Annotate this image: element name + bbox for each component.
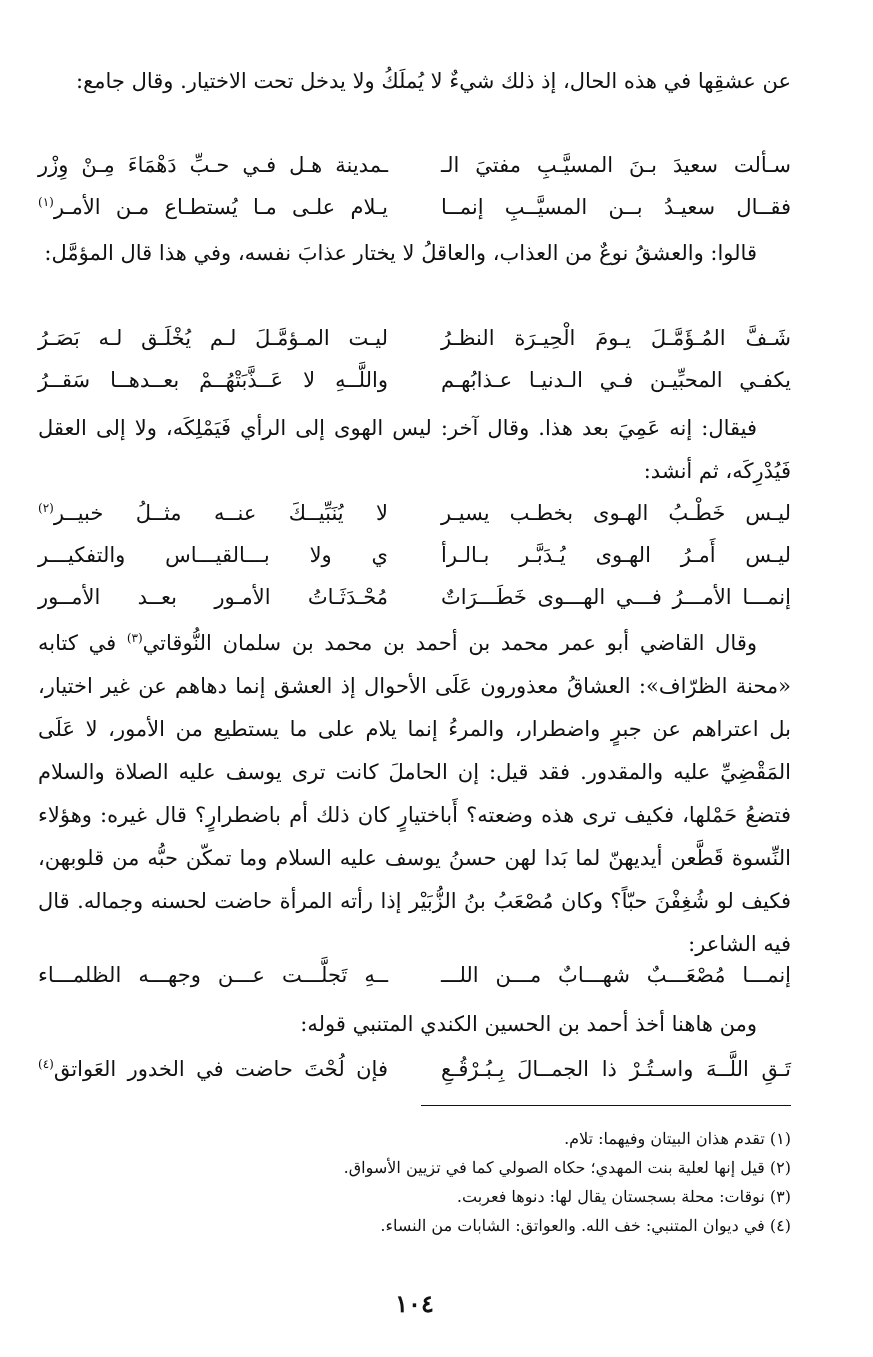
footnote-3: (٣) نوقات: محلة بسجستان يقال لها: دنوها فعربت. — [456, 1187, 791, 1206]
verse-hemistich: يكفـي المحبِّيـن فـي الـدنيـا عـذابُهـم — [441, 368, 791, 392]
verse-hemistich: ليـس خَطْـبُ الهـوى بخطـب يسيـر — [441, 501, 791, 525]
verse-text: لا يُنَبِّيــكَ عنــه مثــلُ خبيــر — [53, 501, 388, 525]
footnote-ref-2: (٢) — [38, 501, 54, 515]
verse-hemistich: إنمـــا مُصْعَـــبٌ شهـــابٌ مـــن اللـــ — [441, 963, 791, 987]
paragraph-text: وقال القاضي أبو عمر محمد بن أحمد بن محمد بن سلمان النُّوقاتي — [142, 631, 757, 655]
paragraph-mumammal: قالوا: والعشقُ نوعٌ من العذاب، والعاقلُ لا يختار عذابَ نفسه، وفي هذا قال المؤمَّل: — [44, 241, 757, 265]
verse-text: يـلام علـى مـا يُستطـاع مـن الأمـر — [53, 195, 388, 219]
verse-text: فإن لُحْتَ حاضت في الخدور العَواتق — [53, 1057, 388, 1081]
verse-line-5 — [38, 493, 791, 533]
verse-line-2 — [38, 187, 791, 227]
footnote-ref-3: (٣) — [126, 631, 143, 645]
footnotes — [38, 1124, 791, 1240]
verse-hemistich: ــهِ تَجلَّـــت عـــن وجهـــه الظلمـــاء — [38, 963, 388, 987]
verse-hemistich: إنمـــا الأمـــرُ فـــي الهـــوى خَطَـــرَاتٌ — [441, 585, 791, 609]
paragraph-opening: عن عشقِها في هذه الحال، إذ ذلك شيءٌ لا يُملَكُ ولا يدخل تحت الاختيار. وقال جامع: — [76, 69, 791, 93]
verse-line-8 — [38, 955, 791, 995]
footnote-4: (٤) في ديوان المتنبي: خف الله. والعواتق: الشابات من النساء. — [380, 1216, 791, 1235]
verse-line-7 — [38, 577, 791, 617]
verse-line-3 — [38, 318, 791, 358]
verse-line-9 — [38, 1049, 791, 1089]
verse-hemistich: فقــال سعيـدُ بــن المسيَّــبِ إنمــا — [441, 195, 791, 219]
verse-hemistich — [38, 187, 388, 227]
verse-hemistich: ي ولا بـــالقيـــاس والتفكيـــر — [38, 543, 388, 567]
verse-hemistich: مُحْـدَثَـاتُ الأمـور بعــد الأمــور — [38, 585, 388, 609]
paragraph-reason: فيقال: إنه عَمِيَ بعد هذا. وقال آخر: ليس الهوى إلى الرأي فَيَمْلِكَه، ولا إلى العقل فَيُدْرِكَه، ثم أنشد: — [38, 416, 791, 483]
book-page — [38, 0, 791, 1357]
verse-line-6 — [38, 535, 791, 575]
verse-hemistich: ليـس أَمـرُ الهـوى يُـدَبَّـر بـالـرأ — [441, 543, 791, 567]
footnote-2: (٢) قيل إنها لعلية بنت المهدي؛ حكاه الصولي كما في تزيين الأسواق. — [343, 1158, 791, 1177]
verse-hemistich: سـألت سعيدَ بـنَ المسيَّـبِ مفتيَ الـ — [441, 153, 791, 177]
verse-hemistich: واللَّــهِ لا عَــذَّبَتْهُــمْ بعــدهــا سَقــرُ — [38, 368, 388, 392]
footnote-ref-4: (٤) — [38, 1057, 54, 1071]
footnote-1: (١) تقدم هذان البيتان وفيهما: تلام. — [564, 1129, 791, 1148]
verse-hemistich: ليـت المـؤمَّـلَ لـم يُخْلَـق لـه بَصَـرُ — [38, 326, 388, 350]
paragraph-qadi — [38, 622, 791, 966]
verse-line-1 — [38, 145, 791, 185]
verse-hemistich: ـمدينة هـل فـي حـبِّ دَهْمَاءَ مِـنْ وِزْر — [38, 153, 388, 177]
footnote-ref-1: (١) — [38, 195, 54, 209]
verse-hemistich — [38, 493, 388, 533]
paragraph-mutanabbi: ومن هاهنا أخذ أحمد بن الحسين الكندي المتنبي قوله: — [300, 1012, 757, 1036]
verse-hemistich: تَـقِ اللَّــهَ واسـتُـرْ ذا الجمــالَ بِـبُـرْقُـعِ — [441, 1057, 791, 1081]
paragraph-text: في كتابه «محنة الظرّاف»: العشاقُ معذورون عَلَى الأحوال إذ العشق إنما دهاهم عن غير اختيار، بل اعتراهم عن جبرٍ واضطرار، والمرءُ إنما يلام على ما يستطيع من الأمور، لا عَلَى المَقْضِيِّ عليه والمقدور. فقد قيل: إن الحاملَ كانت ترى يوسف عليه الصلاة والسلام فتضعُ حَمْلها، فكيف ترى هذه وضعته؟ أَباختيارٍ كان ذلك أم باضطرارٍ؟ قال غيره: وهؤلاء النِّسوة قَطَّعن أيديهنّ لما بَدا لهن حسنُ يوسف عليه السلام وما تمكّن حبُّه من قلوبهن، فكيف لو شُغِفْنَ حبّاً؟ وكان مُصْعَبُ بنُ الزُّبَيْر إذا رأته المرأة حاضت لحسنه وجماله. قال فيه الشاعر: — [38, 631, 791, 956]
verse-line-4 — [38, 360, 791, 400]
verse-hemistich: شَـفَّ المُـؤَمَّـلَ يـومَ الْحِيـرَة النظـرُ — [441, 326, 791, 350]
verse-hemistich — [38, 1049, 388, 1089]
footnote-separator — [421, 1105, 791, 1106]
page-number: ١٠٤ — [395, 1289, 434, 1318]
